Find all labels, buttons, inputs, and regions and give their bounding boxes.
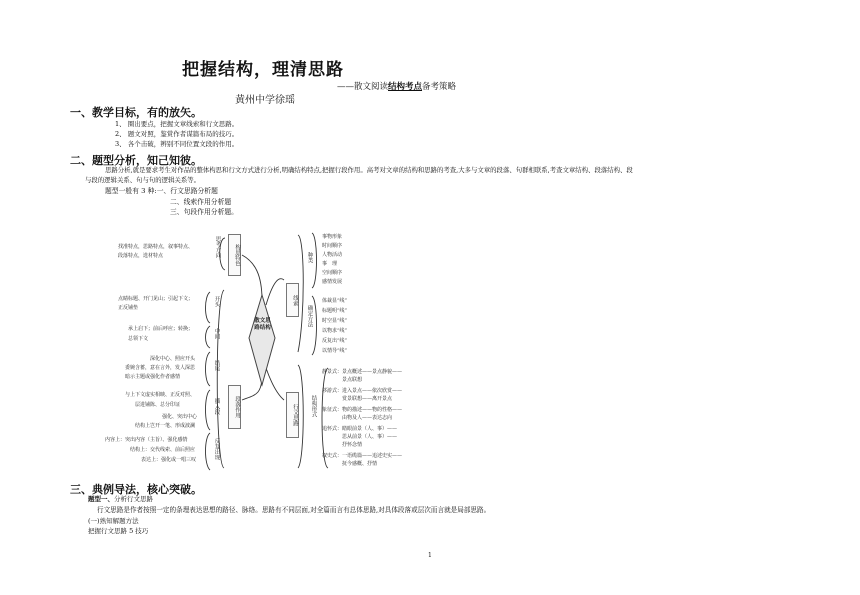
form-line-7: 追怀式：睹眼前景（人、事）—— bbox=[322, 426, 398, 432]
repeated-note-3: 表达上：强化或一唱三叹 bbox=[141, 457, 197, 463]
tag-inserted: 插入段 bbox=[213, 398, 220, 415]
section-heading-3: 三、典例导法，核心突破。 bbox=[70, 483, 202, 496]
section-heading-2: 二、题型分析，知己知彼。 bbox=[70, 154, 202, 167]
analysis-paragraph-line1: 思路分析,就是要求考生对作品的整体构思和行文方式进行分析,明确结构特点,把握行段作用。高考对文章的结构和思路的考查,大多与文章的段落、句群相联系,考查文章结构、段落结构、段 bbox=[105, 166, 633, 174]
form-line-2: 景点联想 bbox=[322, 377, 363, 383]
clue-kind-4: 事 理 bbox=[322, 261, 338, 267]
clue-method-3: 时空显“线” bbox=[322, 318, 348, 324]
form-line-9: 抒怀念情 bbox=[322, 442, 363, 448]
goal-item-3: 3、 各个击破，辨别不同位置文段的作用。 bbox=[115, 140, 239, 148]
clue-kind-3: 人物活动 bbox=[322, 252, 343, 258]
section-heading-1: 一、教学目标，有的放矢。 bbox=[70, 106, 202, 119]
author-line: 黄州中学徐瑶 bbox=[235, 95, 295, 106]
five-tips-line: 把握行文思路 5 技巧 bbox=[88, 527, 149, 535]
middle-note-1: 承上启下；前后呼应；转换； bbox=[128, 326, 194, 332]
type-one-title bbox=[88, 495, 153, 504]
thinking-note-2: 段落特点，选材特点 bbox=[118, 253, 164, 259]
goal-item-1: 1、 圈出要点，把握文章线索和行文思路。 bbox=[115, 120, 239, 128]
clue-kind-5: 空间顺序 bbox=[322, 270, 343, 276]
ending-note-3: 暗示主题或强化作者感情 bbox=[125, 374, 181, 380]
tag-clue-methods: 确定方法 bbox=[306, 305, 313, 327]
form-line-11: 抚今感概、抒情 bbox=[322, 461, 378, 467]
opening-note-2: 正反铺垫 bbox=[118, 305, 139, 311]
page-number: 1 bbox=[428, 552, 432, 559]
thought-definition-paragraph: 行文思路是作者按照一定的条理表达思想的路径、脉络。思路有不同层面,对全篇而言有总体思路,对具体段落或层次而言就是局部思路。 bbox=[97, 506, 491, 514]
form-line-6: 由物及人——表达志向 bbox=[322, 415, 393, 421]
form-line-8: 思从前景（人、事）—— bbox=[322, 434, 398, 440]
tag-ending: 结尾 bbox=[213, 360, 220, 371]
clue-method-1: 体裁显“线” bbox=[322, 298, 348, 304]
node-writing-thought: 行文思路 bbox=[286, 392, 299, 438]
goal-item-2: 2、 题文对照，鉴赏作者谋篇布局的技巧。 bbox=[115, 130, 239, 138]
inserted-note-4: 结构上岂开一笔、形成波澜 bbox=[135, 423, 196, 429]
question-type-2: 二、线索作用分析题 bbox=[170, 198, 232, 206]
clue-method-2: 标题明“线” bbox=[322, 308, 348, 314]
tag-clue-kinds: 种类 bbox=[306, 252, 313, 263]
clue-method-6: 以情导“线” bbox=[322, 348, 348, 354]
mindmap-center-node: 散文思路结构 bbox=[254, 318, 271, 331]
method-heading: (一)熟知解题方法 bbox=[88, 517, 139, 525]
form-line-3: 移游式：进入景点——依次欣赏—— bbox=[322, 388, 403, 394]
middle-note-2: 总领下文 bbox=[128, 336, 149, 342]
repeated-note-2: 结构上：交代线索、前后照应 bbox=[130, 447, 196, 453]
tag-structure-form: 结构形式 bbox=[310, 395, 317, 417]
page-title: 把握结构，理清思路 bbox=[182, 60, 344, 80]
tag-middle: 中间 bbox=[213, 328, 220, 339]
form-line-10: 叙史式：一语缆篇——追述史实—— bbox=[322, 453, 403, 459]
inserted-note-2: 层进铺陈、总分印证 bbox=[135, 402, 181, 408]
clue-method-4: 以物求“线” bbox=[322, 328, 348, 334]
question-type-3: 三、句段作用分析题。 bbox=[170, 208, 238, 216]
clue-kind-6: 感情发展 bbox=[322, 279, 343, 285]
form-line-1: 静景式：景点概述——景点静貌—— bbox=[322, 369, 403, 375]
analysis-paragraph-line2: 与段的逻辑关系、句与句的逻辑关系等。 bbox=[85, 176, 201, 184]
question-types-intro: 题型一般有 3 种:一、行文思路分析题 bbox=[105, 187, 218, 195]
subtitle-bold: 结构考点 bbox=[388, 82, 423, 92]
type-one-label-rest: 分析行文思路 bbox=[114, 495, 153, 503]
thinking-note-1: 找准特点，思路特点，叙事特点、 bbox=[118, 244, 194, 250]
inserted-note-1: 与上下文虚实相映、正反对照、 bbox=[125, 392, 196, 398]
tag-repeated: 反复出现 bbox=[213, 438, 220, 460]
form-line-5: 象征式：物的描述——物的性格—— bbox=[322, 407, 403, 413]
node-paragraph-role: 段落作用 bbox=[228, 385, 241, 429]
type-one-label: 题型一、 bbox=[88, 495, 114, 503]
ending-note-1: 深化中心、照应开头 bbox=[150, 356, 196, 362]
clue-method-5: 反复出“线” bbox=[322, 338, 348, 344]
clue-kind-1: 事物形象 bbox=[322, 234, 343, 240]
form-line-4: 赏景联想——离开景点 bbox=[322, 396, 393, 402]
node-thinking-feature: 构思特色 bbox=[228, 234, 241, 276]
tag-opening: 开头 bbox=[213, 296, 220, 307]
clue-kind-2: 时间顺序 bbox=[322, 243, 343, 249]
repeated-note-1: 内容上：突出内容（主旨）、强化感情 bbox=[105, 437, 188, 443]
ending-note-2: 委婉含蓄，意在言外，发人深思 bbox=[125, 365, 196, 371]
subtitle-suffix: 备考策略 bbox=[422, 82, 457, 92]
opening-note-1: 点睛标题、开门见山；引起下文； bbox=[118, 296, 194, 302]
inserted-note-3: 强化、突出中心 bbox=[162, 414, 198, 420]
subtitle-prefix: ——散文阅读 bbox=[337, 82, 389, 92]
node-thinking-direction: 思考方向 bbox=[214, 236, 221, 258]
node-clue: 线索 bbox=[286, 283, 299, 317]
